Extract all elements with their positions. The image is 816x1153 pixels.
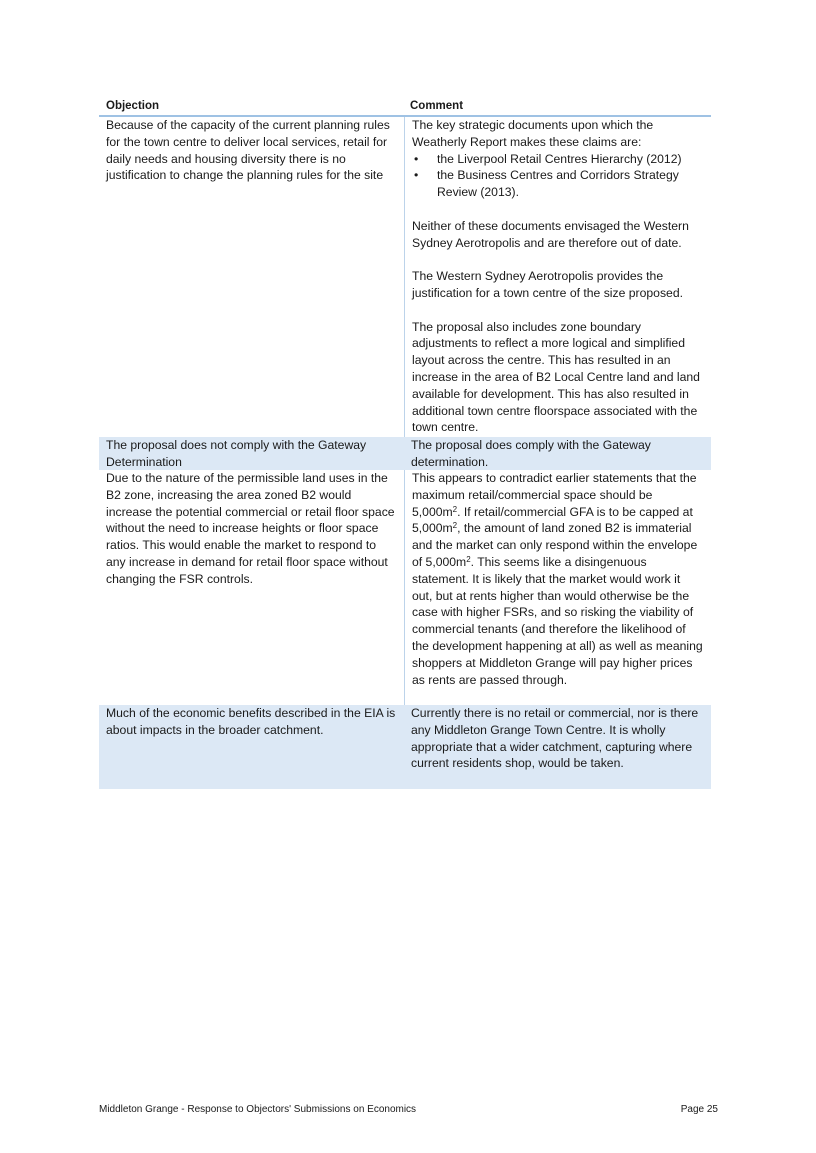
comment-cell xyxy=(404,117,711,437)
comment-cell: The proposal does comply with the Gateway determination. xyxy=(411,438,651,469)
comment-text: This appears to contradict earlier statements that the maximum retail/commercial space should be 5,000m xyxy=(412,471,697,519)
bullet-item: • the Liverpool Retail Centres Hierarchy (2012) xyxy=(412,151,703,168)
table-row xyxy=(99,117,711,437)
header-comment: Comment xyxy=(410,100,464,112)
objections-table xyxy=(99,98,711,789)
table-row xyxy=(99,470,711,705)
objection-cell: Much of the economic benefits described in the EIA is about impacts in the broader catchment. xyxy=(106,706,396,737)
header-objection: Objection xyxy=(106,100,160,112)
superscript: 2 xyxy=(466,554,471,564)
page-number: Page 25 xyxy=(680,1104,718,1115)
table-row xyxy=(99,705,711,789)
objection-cell: The proposal does not comply with the Gateway Determination xyxy=(106,438,367,469)
comment-cell xyxy=(404,470,711,705)
comment-cell: Currently there is no retail or commercial, nor is there any Middleton Grange Town Centre. It is wholly appropriate that a wider catchment, capturing where current residents shop, would be taken. xyxy=(411,706,699,771)
comment-text: . If retail/commercial GFA is to be capped at 5,000m xyxy=(412,504,693,536)
comment-paragraph: The proposal also includes zone boundary adjustments to reflect a more logical and simplified layout across the centre. This has resulted in an increase in the area of B2 Local Centre land and land available for development. This has also resulted in additional town centre floorspace associated with the town centre. xyxy=(412,319,700,435)
comment-text: . This seems like a disingenuous statement. It is likely that the market would work it out, but at rents higher than would otherwise be the case with higher FSRs, and so risking the viability of commercial tenants (and therefore the likelihood of the development happening at all) as well as meaning shoppers at Middleton Grange will pay higher prices as rents are passed through. xyxy=(412,554,703,687)
table-header xyxy=(99,98,711,117)
page-footer xyxy=(99,1104,718,1116)
comment-intro: The key strategic documents upon which the Weatherly Report makes these claims are: xyxy=(412,118,654,149)
objection-cell: Because of the capacity of the current planning rules for the town centre to deliver local services, retail for daily needs and housing diversity there is no justification to change the planning rules for the site xyxy=(106,118,390,183)
comment-text: , the amount of land zoned B2 is immaterial and the market can only respond within the envelope of 5,000m xyxy=(412,521,698,569)
comment-paragraph: The Western Sydney Aerotropolis provides the justification for a town centre of the size proposed. xyxy=(412,269,683,300)
comment-bullet-list xyxy=(412,151,703,201)
superscript: 2 xyxy=(452,504,458,514)
footer-title: Middleton Grange - Response to Objectors' Submissions on Economics xyxy=(99,1104,417,1115)
objection-cell: Due to the nature of the permissible land uses in the B2 zone, increasing the area zoned B2 would increase the potential commercial or retail floor space without the need to increase heights or floor space ratios. This would enable the market to respond to any increase in demand for retail floor space without changing the FSR controls. xyxy=(106,471,395,586)
comment-paragraph: Neither of these documents envisaged the Western Sydney Aerotropolis and are therefore out of date. xyxy=(412,218,689,250)
bullet-item: • the Business Centres and Corridors Strategy Review (2013). xyxy=(412,167,703,201)
superscript: 2 xyxy=(452,521,458,531)
table-row xyxy=(99,437,711,470)
